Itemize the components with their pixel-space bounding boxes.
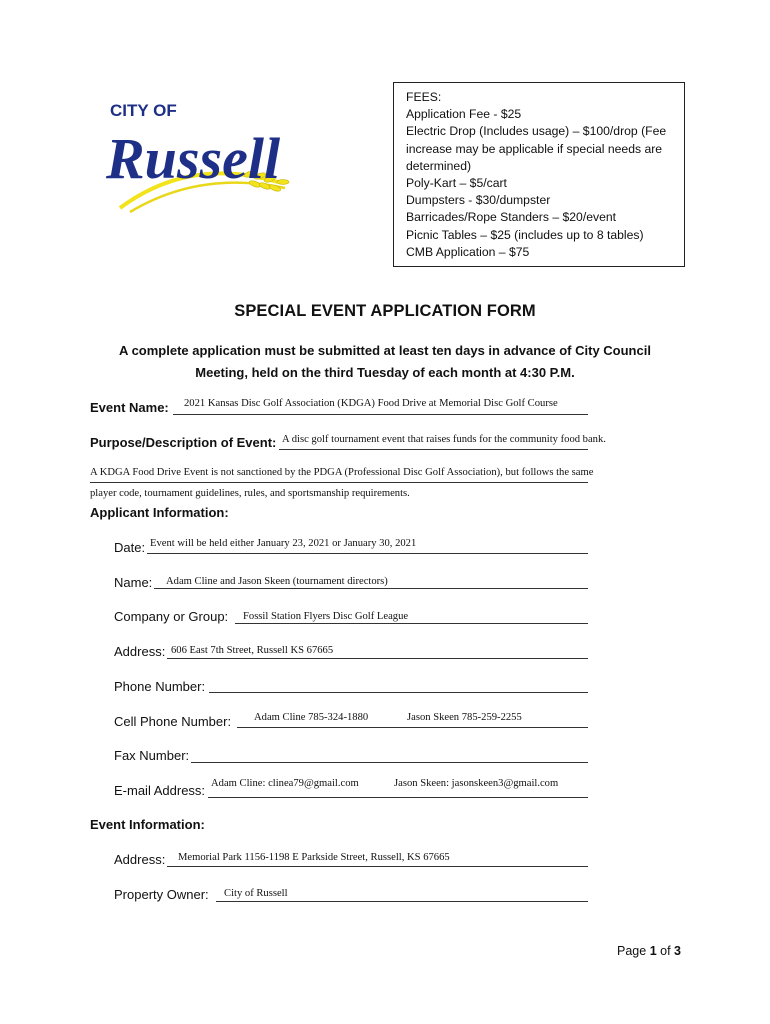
fee-line: Application Fee - $25	[406, 107, 522, 122]
company-line[interactable]	[235, 623, 588, 624]
cell-value-jason[interactable]: Jason Skeen 785-259-2255	[407, 712, 522, 723]
purpose-line-3[interactable]: player code, tournament guidelines, rules, and sportsmanship requirements.	[90, 488, 410, 499]
email-label: E-mail Address:	[114, 783, 206, 798]
address-line[interactable]	[167, 658, 588, 659]
page-total: 3	[674, 944, 681, 958]
page-of: of	[660, 944, 671, 958]
logo-main-text: Russell	[106, 126, 281, 191]
company-label: Company or Group:	[114, 609, 229, 624]
date-line[interactable]	[147, 553, 588, 554]
fee-line: Picnic Tables – $25 (includes up to 8 tables)	[406, 227, 644, 242]
page-word: Page	[617, 944, 647, 958]
purpose-line[interactable]	[279, 449, 588, 450]
intro-line-1: A complete application must be submitted at least ten days in advance of City Council	[119, 343, 651, 358]
form-title: SPECIAL EVENT APPLICATION FORM	[234, 302, 536, 320]
event-address-label: Address:	[114, 852, 166, 867]
owner-line[interactable]	[216, 901, 588, 902]
event-address-value[interactable]: Memorial Park 1156-1198 E Parkside Street, Russell, KS 67665	[178, 852, 450, 863]
applicant-heading: Applicant Information:	[90, 505, 229, 520]
fax-label: Fax Number:	[114, 748, 190, 763]
fee-line: Dumpsters - $30/dumpster	[406, 193, 551, 208]
fee-line: Poly-Kart – $5/cart	[406, 176, 507, 191]
event-name-line[interactable]	[173, 414, 588, 415]
company-value[interactable]: Fossil Station Flyers Disc Golf League	[243, 611, 409, 622]
fee-line: Electric Drop (Includes usage) – $100/drop (Fee increase may be applicable if special needs are determined)	[406, 124, 667, 173]
phone-line[interactable]	[209, 692, 588, 693]
event-name-label: Event Name:	[90, 400, 169, 415]
intro-line-2: Meeting, held on the third Tuesday of each month at 4:30 P.M.	[195, 365, 575, 380]
purpose-label: Purpose/Description of Event:	[90, 435, 277, 450]
name-line[interactable]	[154, 588, 588, 589]
fees-heading: FEES:	[406, 90, 442, 104]
email-value-jason[interactable]: Jason Skeen: jasonskeen3@gmail.com	[394, 778, 559, 789]
logo-top-text: CITY OF	[110, 101, 177, 120]
cell-value-adam[interactable]: Adam Cline 785-324-1880	[254, 712, 369, 723]
owner-value[interactable]: City of Russell	[224, 888, 288, 899]
event-name-value[interactable]: 2021 Kansas Disc Golf Association (KDGA) Food Drive at Memorial Disc Golf Course	[184, 398, 558, 409]
address-label: Address:	[114, 644, 166, 659]
phone-label: Phone Number:	[114, 679, 206, 694]
date-value[interactable]: Event will be held either January 23, 2021 or January 30, 2021	[150, 538, 417, 549]
city-of-russell-logo	[100, 96, 300, 221]
purpose-line-2[interactable]: A KDGA Food Drive Event is not sanctioned by the PDGA (Professional Disc Golf Association), but follows the same	[90, 467, 594, 478]
fees-box	[393, 82, 685, 267]
email-line[interactable]	[208, 797, 588, 798]
purpose-value[interactable]: A disc golf tournament event that raises funds for the community food bank.	[282, 434, 606, 445]
cell-label: Cell Phone Number:	[114, 714, 232, 729]
event-info-heading: Event Information:	[90, 817, 205, 832]
owner-label: Property Owner:	[114, 887, 209, 902]
purpose-underline-2	[90, 482, 588, 483]
page-current: 1	[649, 944, 657, 958]
name-label: Name:	[114, 575, 153, 590]
fee-line: CMB Application – $75	[406, 244, 530, 259]
name-value[interactable]: Adam Cline and Jason Skeen (tournament directors)	[166, 576, 388, 587]
page-number	[617, 944, 681, 958]
fax-line[interactable]	[191, 762, 588, 763]
email-value-adam[interactable]: Adam Cline: clinea79@gmail.com	[211, 778, 359, 789]
cell-line[interactable]	[237, 727, 588, 728]
date-label: Date:	[114, 540, 146, 555]
event-address-line[interactable]	[167, 866, 588, 867]
fee-line: Barricades/Rope Standers – $20/event	[406, 210, 617, 225]
address-value[interactable]: 606 East 7th Street, Russell KS 67665	[171, 645, 334, 656]
